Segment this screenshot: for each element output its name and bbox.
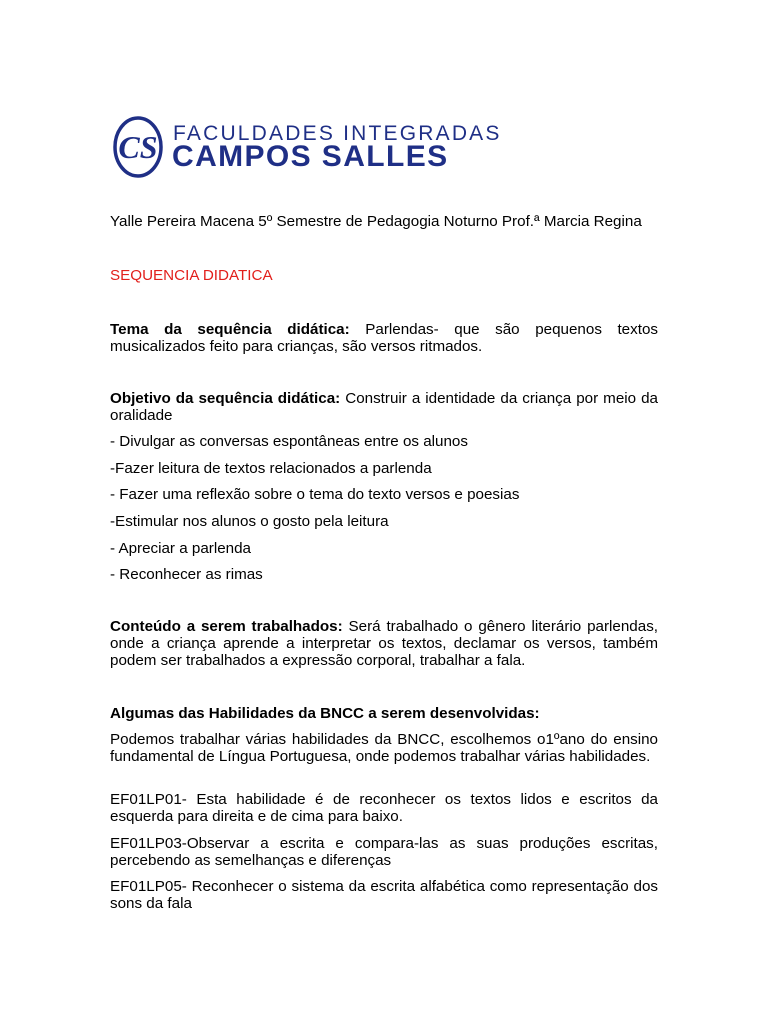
list-item: -Estimular nos alunos o gosto pela leitura [110,513,389,530]
habilidades-heading: Algumas das Habilidades da BNCC a serem desenvolvidas: [110,705,540,722]
habilidade-item: EF01LP05- Reconhecer o sistema da escrita alfabética como representação dos sons da fala [110,878,658,912]
logo-line2: CAMPOS SALLES [172,140,449,173]
habilidade-item: EF01LP01- Esta habilidade é de reconhecer os textos lidos e escritos da esquerda para direita e de cima para baixo. [110,791,658,825]
conteudo-paragraph [110,618,658,669]
conteudo-label: Conteúdo a serem trabalhados: [110,618,343,635]
logo-monogram-text: CS [118,129,158,165]
tema-paragraph [110,321,658,355]
list-item: - Divulgar as conversas espontâneas entre os alunos [110,433,468,450]
institution-logo [111,114,502,180]
objetivo-label: Objetivo da sequência didática: [110,390,341,407]
list-item: - Fazer uma reflexão sobre o tema do texto versos e poesias [110,486,520,503]
list-item: -Fazer leitura de textos relacionados a parlenda [110,460,432,477]
objetivo-paragraph [110,390,658,424]
habilidades-intro: Podemos trabalhar várias habilidades da BNCC, escolhemos o1ºano do ensino fundamental de Língua Portuguesa, onde podemos trabalhar várias habilidades. [110,731,658,765]
document-title: SEQUENCIA DIDATICA [110,267,273,284]
author-line: Yalle Pereira Macena 5º Semestre de Pedagogia Noturno Prof.ª Marcia Regina [110,213,642,230]
list-item: - Reconhecer as rimas [110,566,263,583]
cs-monogram-icon [111,114,169,180]
conteudo-text: Será trabalhado o gênero literário parlendas, onde a criança aprende a interpretar os textos, declamar os versos, também podem ser trabalhados a expressão corporal, trabalhar a fala. [110,618,659,669]
tema-label: Tema da sequência didática: [110,321,350,338]
tema-text: Parlendas- que são pequenos textos musicalizados feito para crianças, são versos ritmados. [110,321,658,355]
habilidade-item: EF01LP03-Observar a escrita e compara-las as suas produções escritas, percebendo as semelhanças e diferenças [110,835,658,869]
list-item: - Apreciar a parlenda [110,540,251,557]
logo-line1: FACULDADES INTEGRADAS [173,122,502,145]
objetivo-text: Construir a identidade da criança por meio da oralidade [110,390,658,424]
